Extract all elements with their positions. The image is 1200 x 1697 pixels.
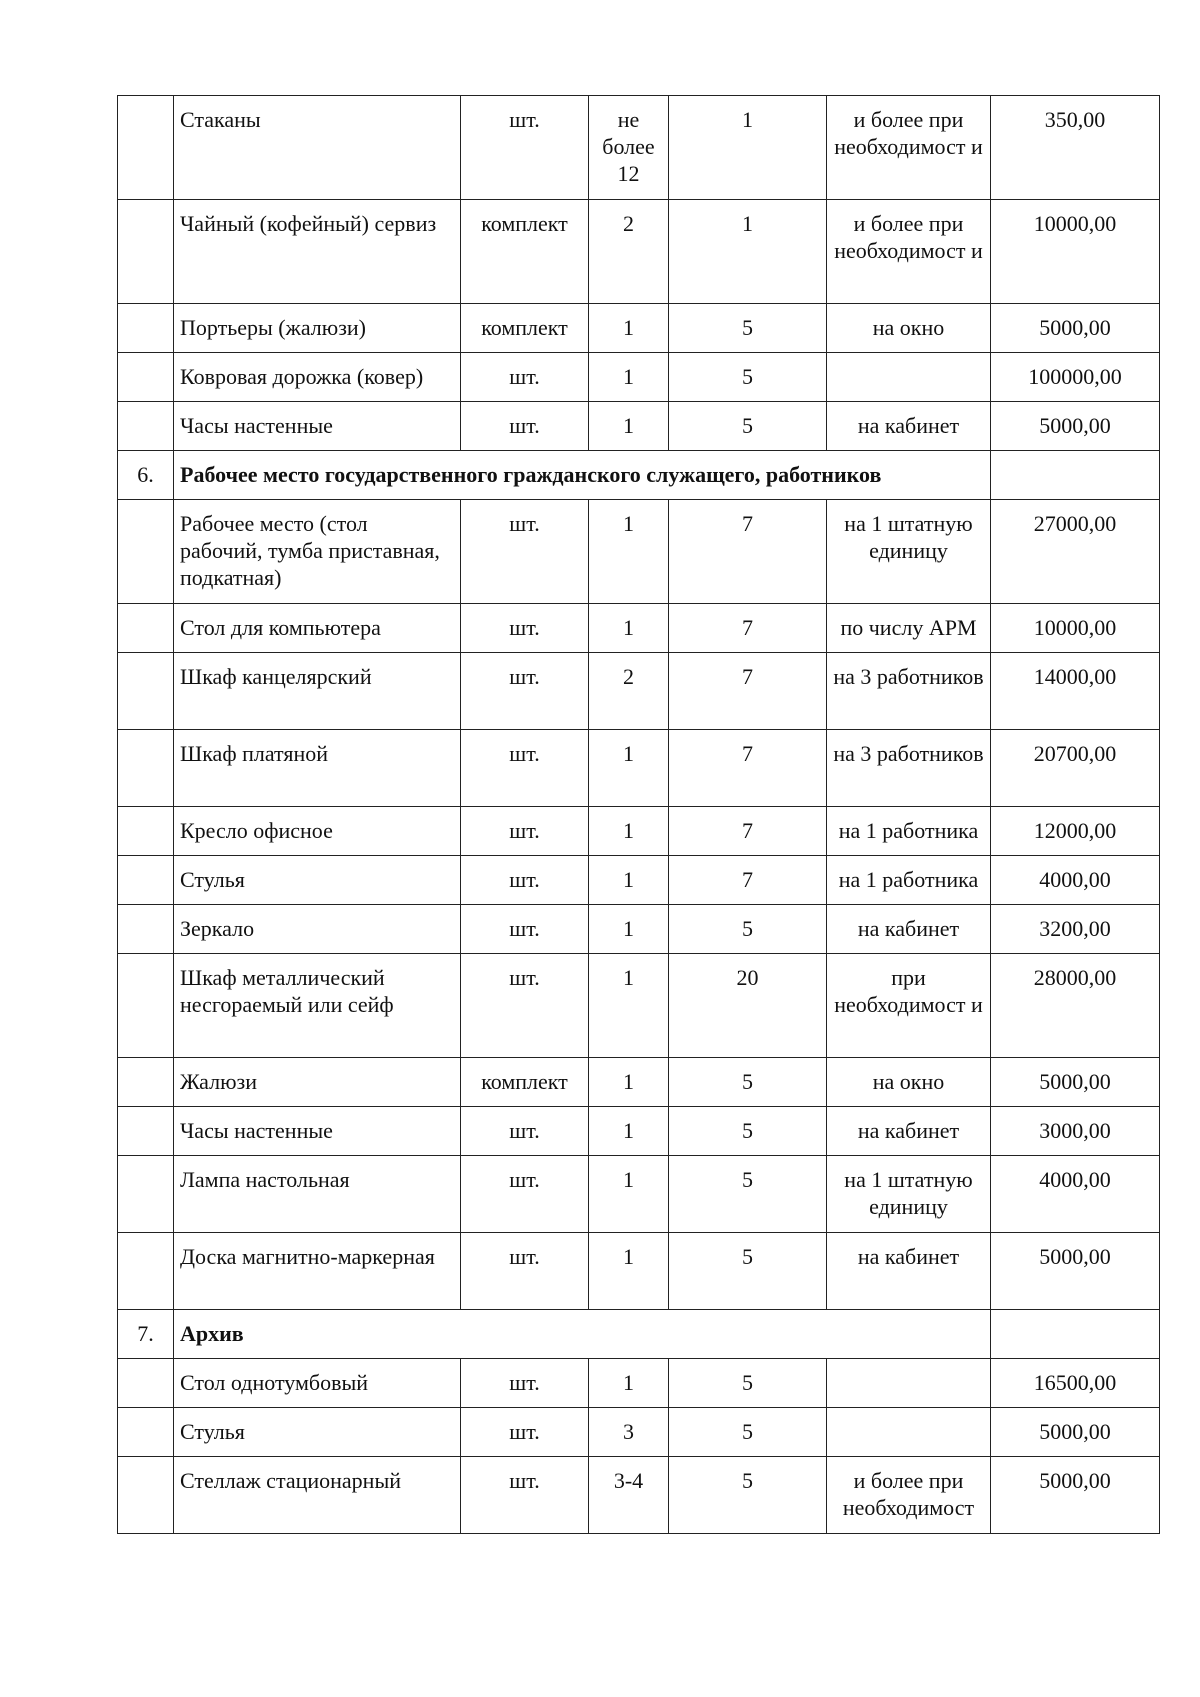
row-number-cell bbox=[118, 856, 174, 905]
row-number-cell bbox=[118, 1058, 174, 1107]
unit-cell: шт. bbox=[461, 1156, 589, 1233]
price-cell: 5000,00 bbox=[991, 402, 1160, 451]
quantity-cell: 1 bbox=[589, 1058, 669, 1107]
quantity-cell: 1 bbox=[589, 304, 669, 353]
item-name-cell: Стулья bbox=[174, 1408, 461, 1457]
quantity-cell: не более 12 bbox=[589, 96, 669, 200]
row-number-cell bbox=[118, 1359, 174, 1408]
unit-cell: шт. bbox=[461, 1457, 589, 1534]
note-cell bbox=[827, 353, 991, 402]
section-number: 7. bbox=[118, 1310, 174, 1359]
row-number-cell bbox=[118, 1408, 174, 1457]
quantity-cell: 1 bbox=[589, 856, 669, 905]
table-body bbox=[118, 96, 1160, 1534]
item-name-cell: Шкаф канцелярский bbox=[174, 653, 461, 730]
row-number-cell bbox=[118, 1457, 174, 1534]
item-name-cell: Шкаф платяной bbox=[174, 730, 461, 807]
row-number-cell bbox=[118, 96, 174, 200]
item-name-cell: Ковровая дорожка (ковер) bbox=[174, 353, 461, 402]
item-name-cell: Шкаф металлический несгораемый или сейф bbox=[174, 954, 461, 1058]
price-cell: 4000,00 bbox=[991, 1156, 1160, 1233]
item-name-cell: Стулья bbox=[174, 856, 461, 905]
quantity-cell: 3 bbox=[589, 1408, 669, 1457]
quantity-cell: 2 bbox=[589, 653, 669, 730]
quantity-cell: 3-4 bbox=[589, 1457, 669, 1534]
quantity-cell: 1 bbox=[589, 1156, 669, 1233]
unit-cell: шт. bbox=[461, 402, 589, 451]
unit-cell: шт. bbox=[461, 653, 589, 730]
table-row bbox=[118, 730, 1160, 807]
unit-cell: шт. bbox=[461, 807, 589, 856]
table-row bbox=[118, 1058, 1160, 1107]
price-cell: 3000,00 bbox=[991, 1107, 1160, 1156]
note-cell: на 1 штатную единицу bbox=[827, 500, 991, 604]
item-name-cell: Чайный (кофейный) сервиз bbox=[174, 200, 461, 304]
row-number-cell bbox=[118, 353, 174, 402]
row-number-cell bbox=[118, 807, 174, 856]
note-cell: на кабинет bbox=[827, 1233, 991, 1310]
note-cell bbox=[827, 1408, 991, 1457]
quantity-cell: 2 bbox=[589, 200, 669, 304]
item-name-cell: Стаканы bbox=[174, 96, 461, 200]
item-name-cell: Рабочее место (стол рабочий, тумба приставная, подкатная) bbox=[174, 500, 461, 604]
price-cell: 10000,00 bbox=[991, 604, 1160, 653]
note-cell: на 1 штатную единицу bbox=[827, 1156, 991, 1233]
note-cell: на 3 работников bbox=[827, 653, 991, 730]
price-cell: 28000,00 bbox=[991, 954, 1160, 1058]
section-title: Архив bbox=[174, 1310, 991, 1359]
row-number-cell bbox=[118, 954, 174, 1058]
table-row bbox=[118, 1107, 1160, 1156]
note-cell: на кабинет bbox=[827, 905, 991, 954]
row-number-cell bbox=[118, 1107, 174, 1156]
table-row bbox=[118, 353, 1160, 402]
unit-cell: комплект bbox=[461, 304, 589, 353]
note-cell: и более при необходимост и bbox=[827, 96, 991, 200]
service-life-cell: 7 bbox=[669, 604, 827, 653]
row-number-cell bbox=[118, 200, 174, 304]
note-cell: на окно bbox=[827, 304, 991, 353]
price-cell: 4000,00 bbox=[991, 856, 1160, 905]
service-life-cell: 1 bbox=[669, 200, 827, 304]
price-cell: 5000,00 bbox=[991, 304, 1160, 353]
quantity-cell: 1 bbox=[589, 604, 669, 653]
service-life-cell: 5 bbox=[669, 1408, 827, 1457]
price-cell: 16500,00 bbox=[991, 1359, 1160, 1408]
table-row bbox=[118, 1359, 1160, 1408]
table-row bbox=[118, 1233, 1160, 1310]
service-life-cell: 7 bbox=[669, 807, 827, 856]
equipment-table bbox=[117, 95, 1160, 1534]
table-row bbox=[118, 96, 1160, 200]
table-row bbox=[118, 200, 1160, 304]
service-life-cell: 5 bbox=[669, 1457, 827, 1534]
table-row bbox=[118, 653, 1160, 730]
row-number-cell bbox=[118, 653, 174, 730]
table-row bbox=[118, 1156, 1160, 1233]
item-name-cell: Зеркало bbox=[174, 905, 461, 954]
section-row bbox=[118, 451, 1160, 500]
note-cell: на 1 работника bbox=[827, 807, 991, 856]
service-life-cell: 5 bbox=[669, 1156, 827, 1233]
table-row bbox=[118, 1408, 1160, 1457]
unit-cell: шт. bbox=[461, 500, 589, 604]
item-name-cell: Часы настенные bbox=[174, 402, 461, 451]
section-price-cell bbox=[991, 1310, 1160, 1359]
price-cell: 3200,00 bbox=[991, 905, 1160, 954]
price-cell: 27000,00 bbox=[991, 500, 1160, 604]
note-cell: при необходимост и bbox=[827, 954, 991, 1058]
row-number-cell bbox=[118, 1233, 174, 1310]
table-row bbox=[118, 905, 1160, 954]
table-row bbox=[118, 807, 1160, 856]
row-number-cell bbox=[118, 402, 174, 451]
item-name-cell: Портьеры (жалюзи) bbox=[174, 304, 461, 353]
section-row bbox=[118, 1310, 1160, 1359]
unit-cell: шт. bbox=[461, 1408, 589, 1457]
quantity-cell: 1 bbox=[589, 1233, 669, 1310]
section-price-cell bbox=[991, 451, 1160, 500]
unit-cell: шт. bbox=[461, 1107, 589, 1156]
quantity-cell: 1 bbox=[589, 1107, 669, 1156]
row-number-cell bbox=[118, 304, 174, 353]
note-cell: на окно bbox=[827, 1058, 991, 1107]
quantity-cell: 1 bbox=[589, 807, 669, 856]
table-row bbox=[118, 856, 1160, 905]
section-number: 6. bbox=[118, 451, 174, 500]
note-cell: на кабинет bbox=[827, 1107, 991, 1156]
unit-cell: шт. bbox=[461, 730, 589, 807]
service-life-cell: 7 bbox=[669, 730, 827, 807]
table-row bbox=[118, 500, 1160, 604]
unit-cell: шт. bbox=[461, 1359, 589, 1408]
quantity-cell: 1 bbox=[589, 500, 669, 604]
quantity-cell: 1 bbox=[589, 905, 669, 954]
service-life-cell: 5 bbox=[669, 353, 827, 402]
price-cell: 12000,00 bbox=[991, 807, 1160, 856]
note-cell: и более при необходимост bbox=[827, 1457, 991, 1534]
unit-cell: шт. bbox=[461, 856, 589, 905]
quantity-cell: 1 bbox=[589, 1359, 669, 1408]
table-row bbox=[118, 304, 1160, 353]
item-name-cell: Стол однотумбовый bbox=[174, 1359, 461, 1408]
note-cell: по числу АРМ bbox=[827, 604, 991, 653]
unit-cell: шт. bbox=[461, 1233, 589, 1310]
price-cell: 5000,00 bbox=[991, 1058, 1160, 1107]
quantity-cell: 1 bbox=[589, 730, 669, 807]
service-life-cell: 5 bbox=[669, 1233, 827, 1310]
table-row bbox=[118, 1457, 1160, 1534]
service-life-cell: 5 bbox=[669, 1107, 827, 1156]
unit-cell: шт. bbox=[461, 905, 589, 954]
service-life-cell: 7 bbox=[669, 856, 827, 905]
price-cell: 5000,00 bbox=[991, 1233, 1160, 1310]
service-life-cell: 5 bbox=[669, 1359, 827, 1408]
service-life-cell: 1 bbox=[669, 96, 827, 200]
table-row bbox=[118, 402, 1160, 451]
note-cell bbox=[827, 1359, 991, 1408]
quantity-cell: 1 bbox=[589, 954, 669, 1058]
service-life-cell: 5 bbox=[669, 905, 827, 954]
row-number-cell bbox=[118, 500, 174, 604]
note-cell: на 3 работников bbox=[827, 730, 991, 807]
unit-cell: шт. bbox=[461, 954, 589, 1058]
table-row bbox=[118, 604, 1160, 653]
service-life-cell: 7 bbox=[669, 500, 827, 604]
item-name-cell: Доска магнитно-маркерная bbox=[174, 1233, 461, 1310]
service-life-cell: 20 bbox=[669, 954, 827, 1058]
unit-cell: шт. bbox=[461, 96, 589, 200]
row-number-cell bbox=[118, 905, 174, 954]
item-name-cell: Кресло офисное bbox=[174, 807, 461, 856]
note-cell: на кабинет bbox=[827, 402, 991, 451]
row-number-cell bbox=[118, 604, 174, 653]
note-cell: и более при необходимост и bbox=[827, 200, 991, 304]
unit-cell: комплект bbox=[461, 1058, 589, 1107]
item-name-cell: Жалюзи bbox=[174, 1058, 461, 1107]
price-cell: 10000,00 bbox=[991, 200, 1160, 304]
price-cell: 5000,00 bbox=[991, 1457, 1160, 1534]
unit-cell: шт. bbox=[461, 353, 589, 402]
price-cell: 20700,00 bbox=[991, 730, 1160, 807]
item-name-cell: Лампа настольная bbox=[174, 1156, 461, 1233]
price-cell: 100000,00 bbox=[991, 353, 1160, 402]
item-name-cell: Стол для компьютера bbox=[174, 604, 461, 653]
item-name-cell: Часы настенные bbox=[174, 1107, 461, 1156]
price-cell: 5000,00 bbox=[991, 1408, 1160, 1457]
table-row bbox=[118, 954, 1160, 1058]
section-title: Рабочее место государственного гражданского служащего, работников bbox=[174, 451, 991, 500]
price-cell: 350,00 bbox=[991, 96, 1160, 200]
unit-cell: комплект bbox=[461, 200, 589, 304]
service-life-cell: 5 bbox=[669, 402, 827, 451]
price-cell: 14000,00 bbox=[991, 653, 1160, 730]
note-cell: на 1 работника bbox=[827, 856, 991, 905]
quantity-cell: 1 bbox=[589, 402, 669, 451]
unit-cell: шт. bbox=[461, 604, 589, 653]
row-number-cell bbox=[118, 730, 174, 807]
item-name-cell: Стеллаж стационарный bbox=[174, 1457, 461, 1534]
service-life-cell: 7 bbox=[669, 653, 827, 730]
service-life-cell: 5 bbox=[669, 304, 827, 353]
row-number-cell bbox=[118, 1156, 174, 1233]
service-life-cell: 5 bbox=[669, 1058, 827, 1107]
quantity-cell: 1 bbox=[589, 353, 669, 402]
